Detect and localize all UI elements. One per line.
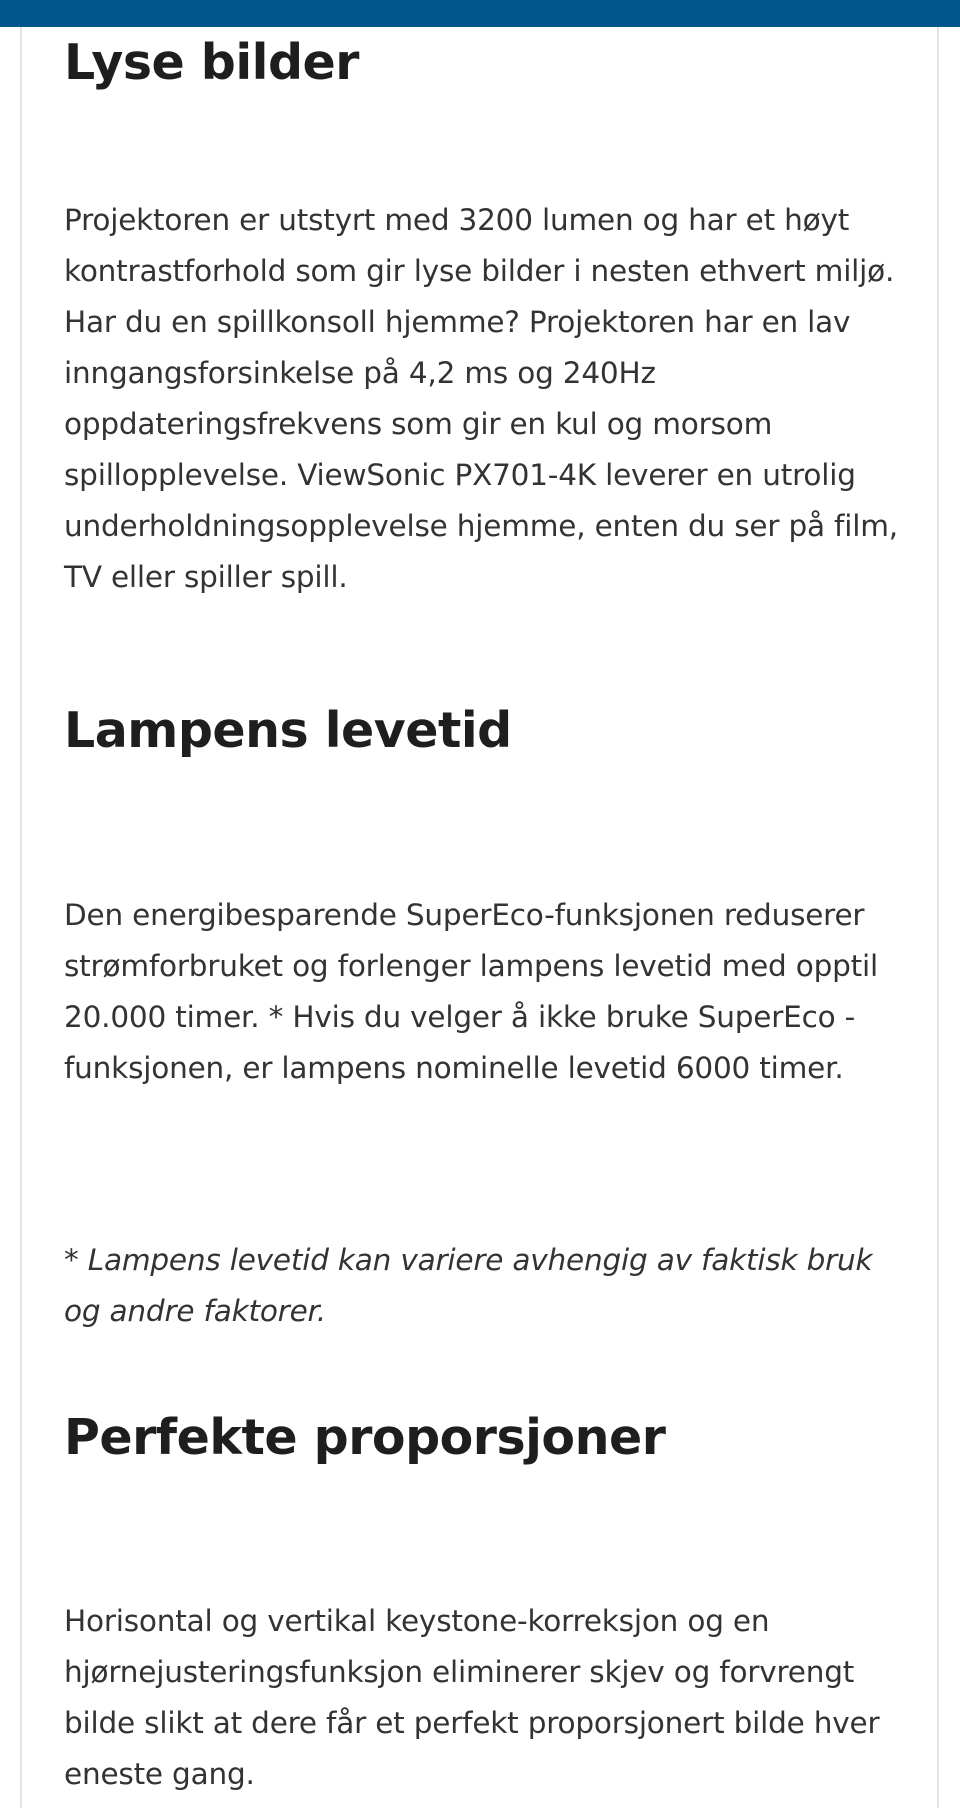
- top-navigation-bar: [0, 0, 960, 27]
- section-heading-perfect-proportions: Perfekte proporsjoner: [64, 1409, 666, 1466]
- lamp-life-footnote: * Lampens levetid kan variere avhengig av faktisk bruk og andre faktorer.: [64, 1243, 873, 1328]
- product-description-card: [20, 27, 939, 1808]
- section-paragraph-lamp-life: Den energibesparende SuperEco-funksjonen reduserer strømforbruket og forlenger lampens levetid med opptil 20.000 timer. * Hvis du velger å ikke bruke SuperEco -funksjonen, er lampens nominelle levetid 6000 timer.: [64, 898, 879, 1085]
- section-paragraph-bright-images: Projektoren er utstyrt med 3200 lumen og har et høyt kontrastforhold som gir lyse bilder i nesten ethvert miljø. Har du en spillkonsoll hjemme? Projektoren har en lav inngangsforsinkelse på 4,2 ms og 240Hz oppdateringsfrekvens som gir en kul og morsom spillopplevelse. ViewSonic PX701-4K leverer en utrolig underholdningsopplevelse hjemme, enten du ser på film, TV eller spiller spill.: [64, 203, 898, 594]
- section-heading-bright-images: Lyse bilder: [64, 34, 359, 91]
- section-paragraph-perfect-proportions: Horisontal og vertikal keystone-korreksjon og en hjørnejusteringsfunksjon eliminerer skjev og forvrengt bilde slikt at dere får et perfekt proporsjonert bilde hver eneste gang.: [64, 1604, 880, 1791]
- section-heading-lamp-life: Lampens levetid: [64, 702, 512, 759]
